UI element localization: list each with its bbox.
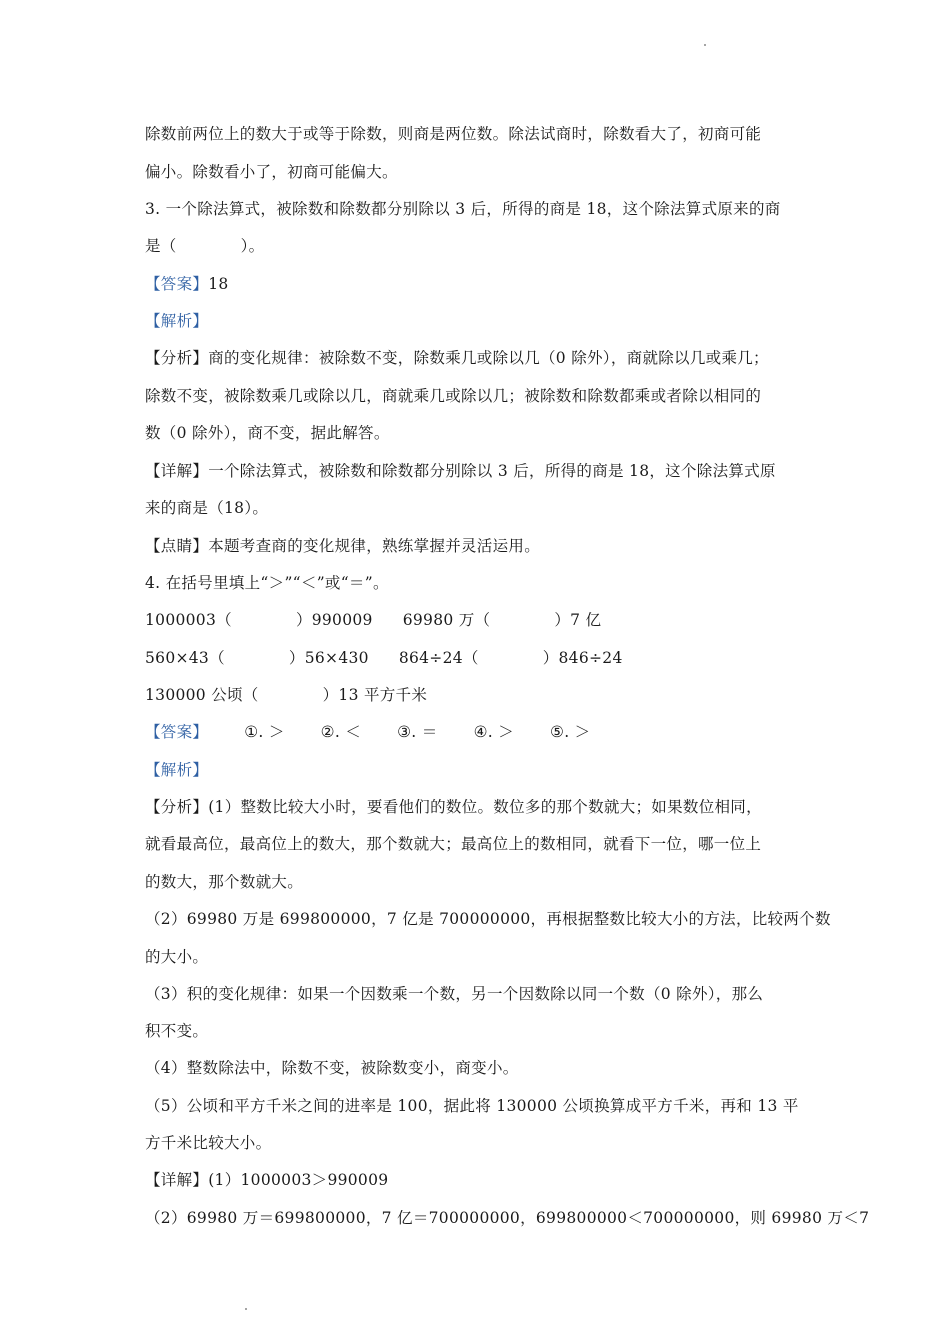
compare-right: ）13 平方千米 (322, 686, 428, 704)
compare-left: 1000003（ (145, 611, 232, 629)
text-line: （2）69980 万是 699800000，7 亿是 700000000，再根据整数比较大小的方法，比较两个数 (145, 910, 831, 928)
question-3-blank (145, 236, 264, 256)
answer-item: ③. ＝ (397, 723, 438, 741)
answer-tag: 【答案】 (145, 275, 209, 293)
answer-item: ④. ＞ (473, 723, 515, 741)
text-line: （2）69980 万＝699800000，7 亿＝700000000，699800000＜700000000，则 69980 万＜7 (145, 1209, 870, 1227)
blank-close: ）。 (240, 237, 265, 255)
text-line: 偏小。除数看小了，初商可能偏大。 (145, 163, 398, 181)
top-dot-mark (704, 44, 706, 46)
answer-line (145, 274, 229, 294)
compare-row-2 (145, 648, 623, 668)
text-line: 的大小。 (145, 948, 209, 966)
blank-open: 是（ (145, 237, 177, 255)
text-line: 【详解】(1）1000003＞990009 (145, 1171, 389, 1189)
text-line: （4）整数除法中，除数不变，被除数变小，商变小。 (145, 1059, 519, 1077)
compare-left: 864÷24（ (398, 649, 479, 667)
question-3: 3. 一个除法算式，被除数和除数都分别除以 3 后，所得的商是 18，这个除法算式原来的商 (145, 200, 781, 218)
text-line: 【详解】一个除法算式，被除数和除数都分别除以 3 后，所得的商是 18，这个除法算式原 (145, 462, 776, 480)
answer-item: ①. ＞ (244, 723, 285, 741)
answer-value: 18 (208, 275, 229, 293)
compare-right: ）846÷24 (542, 649, 623, 667)
answer-line-4 (145, 722, 590, 742)
compare-left: 130000 公顷（ (145, 686, 259, 704)
analysis-tag: 【解析】 (145, 761, 209, 779)
text-line: 积不变。 (145, 1022, 209, 1040)
text-line: （5）公顷和平方千米之间的进率是 100，据此将 130000 公顷换算成平方千米，再和 13 平 (145, 1097, 799, 1115)
compare-right: ）990009 (295, 611, 373, 629)
answer-item: ②. ＜ (320, 723, 362, 741)
text-line: 【点睛】本题考查商的变化规律，熟练掌握并灵活运用。 (145, 537, 541, 555)
text-line: 【分析】商的变化规律：被除数不变，除数乘几或除以几（0 除外），商就除以几或乘几； (145, 349, 769, 367)
text-line: 数（0 除外），商不变，据此解答。 (145, 424, 390, 442)
text-line: 除数不变，被除数乘几或除以几，商就乘几或除以几；被除数和除数都乘或者除以相同的 (145, 387, 762, 405)
answer-item: ⑤. ＞ (550, 723, 591, 741)
analysis-tag: 【解析】 (145, 312, 209, 330)
compare-left: 69980 万（ (402, 611, 491, 629)
answer-tag: 【答案】 (145, 723, 209, 741)
compare-right: ）7 亿 (554, 611, 602, 629)
text-line: 的数大，那个数就大。 (145, 873, 304, 891)
text-line: 【分析】(1）整数比较大小时，要看他们的数位。数位多的那个数就大；如果数位相同， (145, 798, 762, 816)
compare-right: ）56×430 (288, 649, 369, 667)
question-4: 4. 在括号里填上“＞”“＜”或“＝”。 (145, 574, 389, 592)
text-line: 除数前两位上的数大于或等于除数，则商是两位数。除法试商时，除数看大了，初商可能 (145, 125, 762, 143)
text-line: 方千米比较大小。 (145, 1134, 272, 1152)
compare-row-3 (145, 685, 427, 705)
text-line: 来的商是（18）。 (145, 499, 269, 517)
text-line: （3）积的变化规律：如果一个因数乘一个数，另一个因数除以同一个数（0 除外），那么 (145, 985, 764, 1003)
text-line: 就看最高位，最高位上的数大，那个数就大；最高位上的数相同，就看下一位，哪一位上 (145, 835, 762, 853)
compare-left: 560×43（ (145, 649, 225, 667)
compare-row-1 (145, 610, 601, 630)
bottom-dot-mark (245, 1308, 247, 1310)
